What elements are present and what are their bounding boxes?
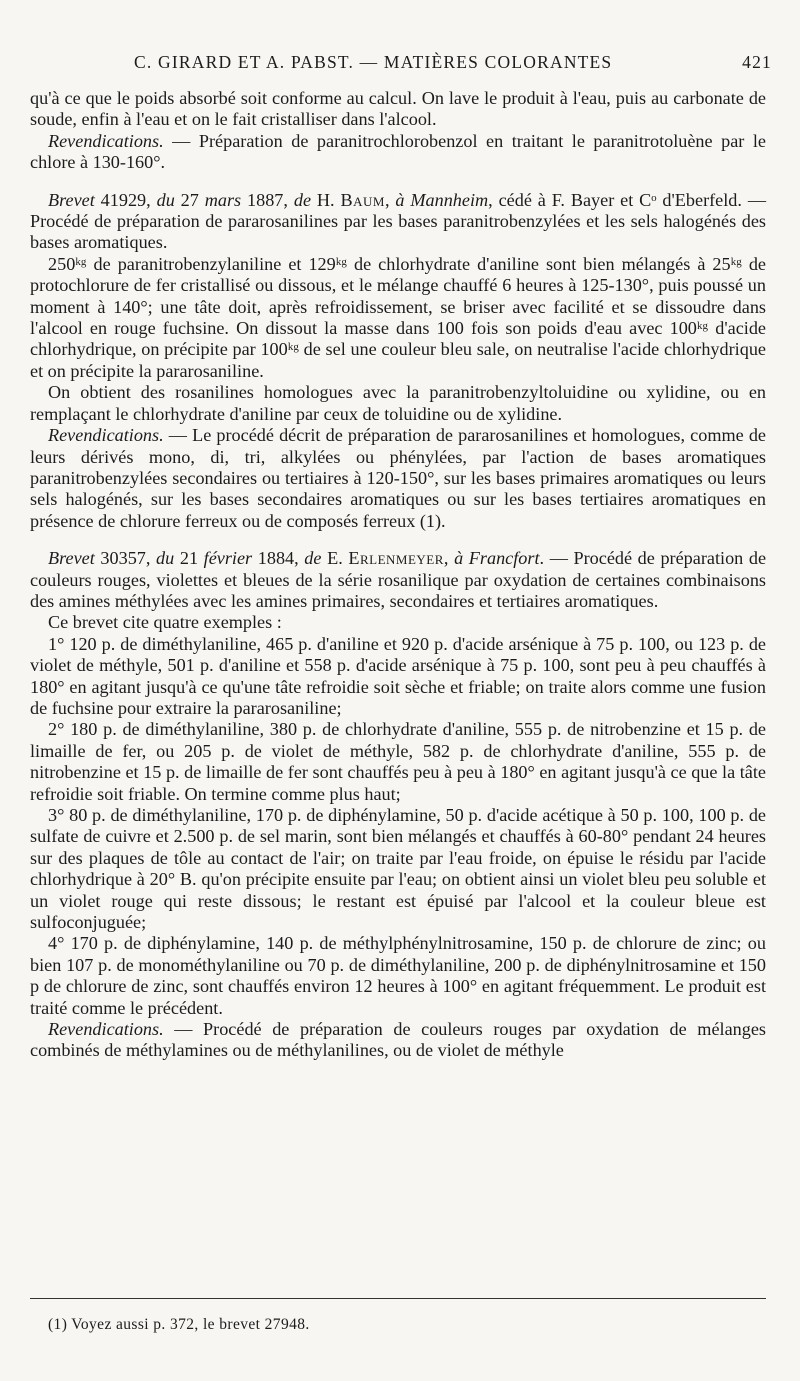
claims-text: — Préparation de paranitrochlorobenzol en traitant le paranitrotoluène par le chlore à 130-160°. [30, 130, 766, 173]
patent-de: de [304, 548, 322, 569]
patent-sep: , [443, 548, 455, 569]
claims-label: Revendications. [48, 130, 164, 151]
patent-author: Erlenmeyer [348, 548, 444, 569]
paragraph: Ce brevet cite quatre exemples : [48, 612, 282, 633]
patent-day: 21 [174, 548, 204, 569]
patent-month: mars [204, 189, 242, 210]
patent-du: du [156, 548, 175, 569]
paragraph-claims [30, 131, 766, 174]
patent-word: Brevet [48, 548, 95, 569]
claims-label: Revendications. [48, 1019, 164, 1040]
paragraph-claims [30, 1019, 766, 1062]
paragraph: qu'à ce que le poids absorbé soit conforme au calcul. On lave le produit à l'eau, puis au carbonate de soude, enfin à l'eau et on le fait cristalliser dans l'alcool. [30, 88, 766, 130]
patent-number: 41929, [94, 189, 157, 210]
footnote-marker: (1) [48, 1316, 68, 1333]
claims-text: — Procédé de préparation de couleurs rouges par oxydation de mélanges combinés de méthylamines ou de méthylanilines, ou de violet de méthyle [30, 1019, 766, 1061]
patent-author: Baum [340, 189, 385, 210]
footnote-text: Voyez aussi p. 372, le brevet 27948. [67, 1316, 310, 1333]
patent-year: 1884, [252, 548, 305, 569]
patent-initial: H. [311, 189, 341, 210]
paragraph-claims [30, 425, 766, 532]
patent-description: , cédé à F. Bayer et Cᵒ d'Eberfeld. — Procédé de préparation de pararosanilines par les bases paranitrobenzylées et les sels halogénés des bases aromatiques. [30, 189, 767, 253]
patent-city: à Mannheim [395, 189, 489, 210]
patent-day: 27 [174, 189, 205, 210]
running-title: C. GIRARD ET A. PABST. — MATIÈRES COLORANTES [134, 52, 613, 72]
patent-year: 1887, [241, 189, 294, 210]
example-2: 2° 180 p. de diméthylaniline, 380 p. de chlorhydrate d'aniline, 555 p. de nitrobenzine et 15 p. de limaille de fer, ou 205 p. de violet de méthyle, 582 p. de chlorhydrate d'aniline, 555 p. de nitrobenzine et 15 p. de limaille de fer sont chauffés peu à peu à 180° en agitant jusqu'à ce que la tâte refroidie soit friable. On termine comme plus haut; [30, 719, 766, 804]
example-3: 3° 80 p. de diméthylaniline, 170 p. de diphénylamine, 50 p. d'acide acétique à 50 p. 100, 100 p. de sulfate de cuivre et 2.500 p. de sel marin, sont bien mélangés et chauffés à 60-80° pendant 24 heures sur des plaques de tôle au contact de l'air; on traite par l'eau froide, on épuise le résidu par l'acide chlorhydrique à 20° B. qu'on précipite ensuite par l'eau; on obtient ainsi un violet bleu peu soluble et un violet rouge qui reste dissous; le restant est épuisé par l'alcool et la couleur bleue est sulfoconjuguée; [30, 805, 766, 933]
example-4: 4° 170 p. de diphénylamine, 140 p. de méthylphénylnitrosamine, 150 p. de chlorure de zinc; ou bien 107 p. de monométhylaniline ou 70 p. de diméthylaniline, 200 p. de diphénylnitrosamine et 150 p de chlorure de zinc, sont chauffés environ 12 heures à 100° en agitant fréquemment. Le produit est traité comme le précédent. [30, 933, 766, 1018]
claims-text: — Le procédé décrit de préparation de pararosanilines et homologues, comme de leurs dérivés mono, di, tri, alkylées ou phénylées, par l'action de bases aromatiques paranitrobenzylées secondaires ou tertiaires à 120-150°, sur les bases primaires aromatiques ou leurs sels halogénés, sur les bases secondaires aromatiques ou sur les bases tertiaires aromatiques en présence de chlorure ferreux ou de composés ferreux (1). [30, 425, 766, 531]
paragraph: On obtient des rosanilines homologues avec la paranitrobenzyltoluidine ou xylidine, ou en remplaçant le chlorhydrate d'aniline par ceux de toluidine ou de xylidine. [30, 382, 766, 424]
paragraph: 250ᵏᵍ de paranitrobenzylaniline et 129ᵏᵍ de chlorhydrate d'aniline sont bien mélangés à 25ᵏᵍ de protochlorure de fer cristallisé ou dissous, et le mélange chauffé 6 heures à 125-130°, puis poussé un moment à 140°; une tâte doit, après refroidissement, se briser avec facilité et se dissoudre dans l'alcool en rouge fuchsine. On dissout la masse dans 100 fois son poids d'eau avec 100ᵏᵍ d'acide chlorhydrique, on précipite par 100ᵏᵍ de sel une couleur bleu sale, on neutralise l'acide chlorhydrique et on précipite la pararosaniline. [30, 253, 766, 381]
example-1: 1° 120 p. de diméthylaniline, 465 p. d'aniline et 920 p. d'acide arsénique à 75 p. 100, ou 123 p. de violet de méthyle, 501 p. d'aniline et 558 p. d'acide arsénique à 75 p. 100, sont peu à peu chauffés à 180° en agitant jusqu'à ce qu'une tâte refroidie soit sèche et friable; on traite alors comme une fusion de fuchsine pour extraire la pararosaniline; [30, 633, 766, 718]
footnote-rule [30, 1298, 766, 1299]
body-text [30, 88, 766, 1062]
patent-heading [30, 190, 766, 254]
patent-word: Brevet [48, 189, 95, 210]
patent-month: février [203, 548, 253, 569]
patent-initial: E. [321, 548, 349, 569]
footnote [48, 1316, 310, 1334]
patent-description: . — Procédé de préparation de couleurs rouges, violettes et bleues de la série rosanilique par oxydation de certaines combinaisons des amines méthylées avec les amines primaires, secondaires et tertiaires aromatiques. [30, 548, 767, 611]
patent-number: 30357, [94, 548, 157, 569]
patent-city: à Francfort [454, 548, 540, 569]
patent-de: de [293, 189, 312, 210]
page-number: 421 [742, 52, 772, 72]
patent-sep: , [384, 189, 396, 210]
patent-heading [30, 548, 766, 612]
running-header [30, 52, 772, 76]
patent-du: du [156, 189, 175, 210]
claims-label: Revendications. [48, 425, 164, 446]
